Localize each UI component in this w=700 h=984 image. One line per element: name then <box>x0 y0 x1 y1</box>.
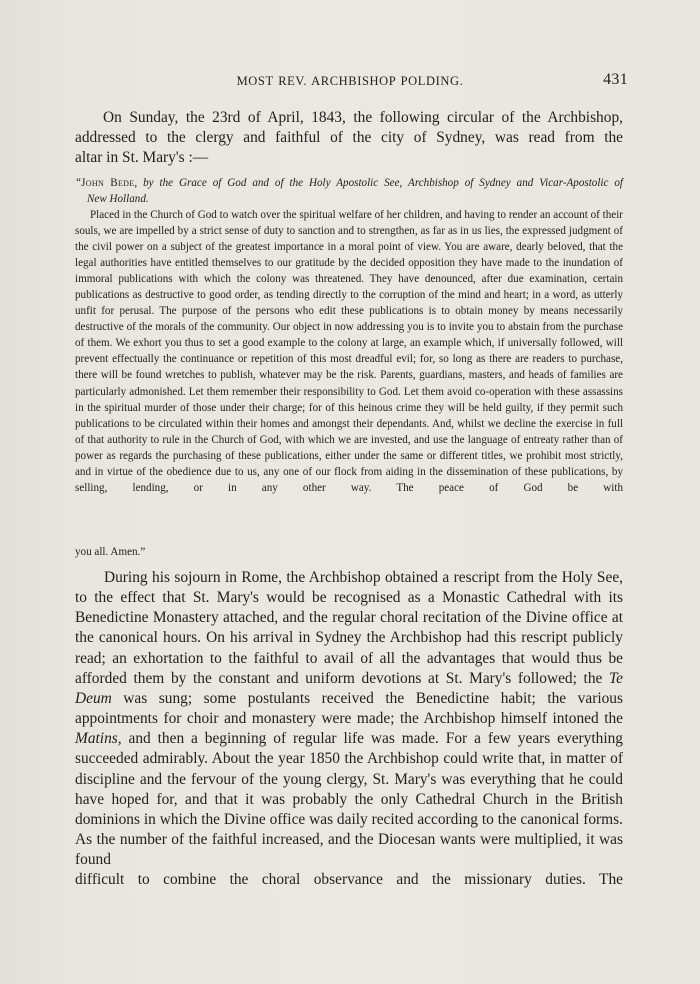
circular-address <box>75 175 623 191</box>
narrative-text-1: During his sojourn in Rome, the Archbishop obtained a rescript from the Holy See, to the effect that St. Mary's would be recognised as a Monastic Cathedral with its Benedictine Monastery attached, and the regular choral recitation of the Divine office at the canonical hours. On his arrival in Sydney the Archbishop had this rescript publicly read; an exhortation to the faithful to avail of all the advantages that would thus be afforded them by the constant and uniform devotions at St. Mary's followed; the <box>75 569 623 687</box>
narrative-text-2: was sung; some postulants received the Benedictine habit; the various appointments for choir and monastery were made; the Archbishop himself intoned the <box>75 689 623 728</box>
narrative-last-line: difficult to combine the choral observance and the missionary duties. The <box>75 871 623 888</box>
te-deum-title: Te Deum <box>75 669 623 707</box>
running-title: MOST REV. ARCHBISHOP POLDING. <box>236 74 464 88</box>
circular-text-last-line: you all. Amen.” <box>75 546 146 558</box>
circular-address-last-line: New Holland. <box>87 193 149 205</box>
circular-text: Placed in the Church of God to watch over the spiritual welfare of her children, and having to render an account of their souls, we are impelled by a strict sense of duty to sanction and to strengthen, as far as in us lies, the expressed judgment of the civil power on a subject of the greatest importance in a moral point of view. You are aware, dearly beloved, that the legal authorities have entitled themselves to our gratitude by the decided opposition they have made to the inundation of immoral publications with which the colony was threatened. They have denounced, after due examination, certain publications as destructive to good order, as tending directly to the corruption of the mind and heart; in a word, as utterly unfit for perusal. The purpose of the persons who edit these publications is to obtain money by means necessarily destructive of the morals of the community. Our object in now addressing you is to invite you to abstain from the purchase of them. We exhort you thus to set a good example to the colony at large, an example which, if universally followed, will prevent effectually the continuance or repetition of this most dreadful evil; for, so long as there are readers to purchase, there will be found wretches to publish, whatever may be the risk. Parents, guardians, masters, and heads of families are particularly admonished. Let them remember their responsibility to God. Let them avoid co-operation with these assassins in the spiritual murder of those under their charge; for of this heinous crime they will be held guilty, if they permit such publications to be circulated within their homes and amongst their dependants. And, whilst we decline the exercise in full of that authority to rule in the Church of God, with which we are invested, and use the language of entreaty rather than of power as regards the purchasing of these publications, either under the same or different titles, we prohibit most strictly, and in virtue of the obedience due to us, any one of our flock from aiding in the dissemination of these publications, by selling, lending, or in any other way. The peace of God be with <box>75 209 623 494</box>
intro-paragraph: On Sunday, the 23rd of April, 1843, the following circular of the Archbishop, addressed to the clergy and faithful of the city of Sydney, was read from the <box>75 109 623 147</box>
author-name: John Bede <box>81 177 135 189</box>
open-quote: “ <box>75 177 82 189</box>
intro-paragraph-last-line: altar in St. Mary's :— <box>75 149 209 166</box>
page-header <box>72 71 628 94</box>
page-number: 431 <box>603 71 628 88</box>
narrative-text-3: and then a beginning of regular life was made. For a few years everything succeeded admirably. About the year 1850 the Archbishop could write that, in matter of discipline and the fervour of the young clergy, St. Mary's was everything that he could have hoped for, and that it was probably the only Cathedral Church in the British dominions in which the Divine office was daily recited according to the canonical forms. As the number of the faithful increased, and the Diocesan wants were multiplied, it was found <box>75 730 623 869</box>
address-title: , by the Grace of God and of the Holy Apostolic See, Archbishop of Sydney and Vicar-Apostolic of <box>134 177 623 189</box>
matins-title: Matins, <box>75 730 122 748</box>
narrative-paragraph <box>75 568 623 870</box>
